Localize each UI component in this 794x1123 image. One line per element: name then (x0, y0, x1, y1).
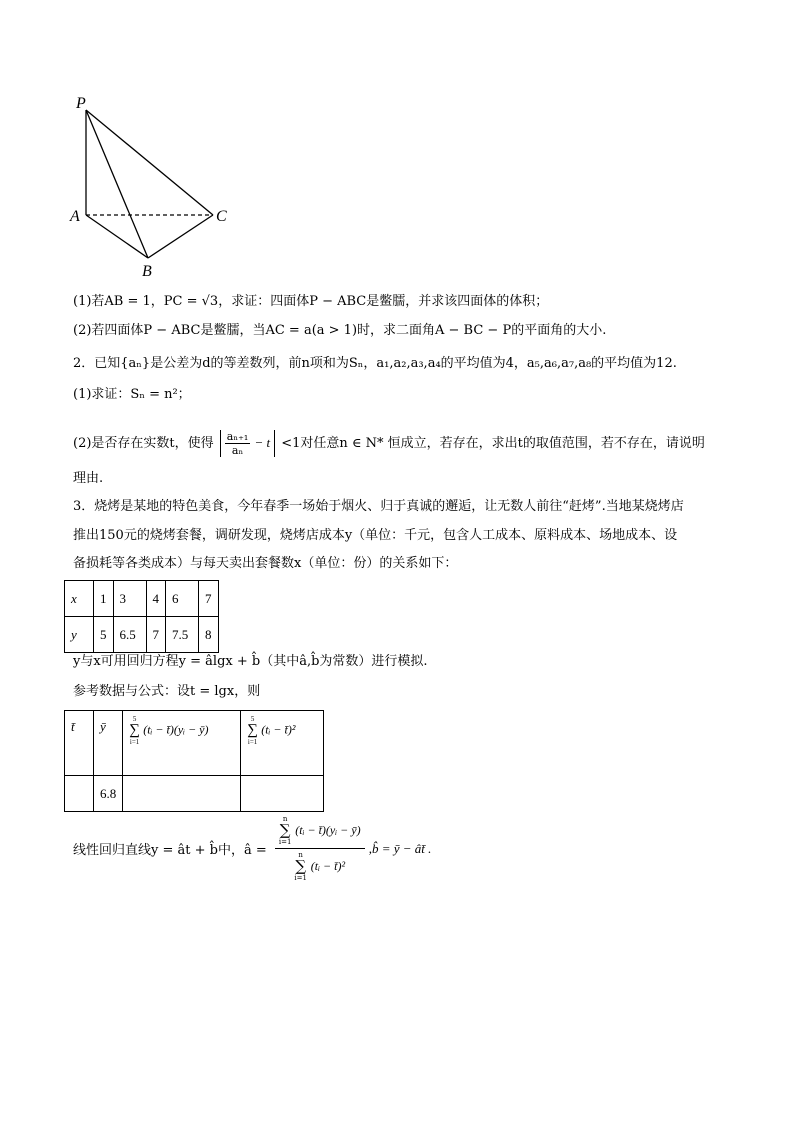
table-header-tbar: t̄ (65, 711, 94, 776)
sum-product-term: (tᵢ − t̄)(yᵢ − ȳ) (143, 722, 209, 737)
sum-upper: 5 (132, 715, 137, 723)
sum-sign: 5 ∑ i=1 (129, 715, 140, 746)
table-cell: 6.5 (113, 617, 146, 653)
formula-sum-upper: n (298, 851, 303, 859)
q3-line3: 备损耗等各类成本）与每天卖出套餐数x（单位：份）的关系如下： (73, 556, 458, 571)
label-p: P (76, 95, 86, 112)
q3-ref: 参考数据与公式：设t = lgx，则 (73, 684, 261, 699)
abs-expression (220, 430, 275, 457)
q2-part2-post: <1对任意n ∈ N* 恒成立，若存在，求出t的取值范围，若不存在，请说明 (281, 436, 705, 451)
table-cell: 7.5 (166, 617, 199, 653)
edge-pc (86, 110, 213, 215)
formula-num-term: (tᵢ − t̄)(yᵢ − ȳ) (295, 823, 361, 837)
fraction-numerator: aₙ₊₁ (226, 430, 249, 443)
sum-sign: 5 ∑ i=1 (247, 715, 258, 746)
formula-pre: 线性回归直线y = ât + b̂中，â = (73, 843, 267, 858)
table-cell: 8 (199, 617, 219, 653)
fraction (225, 430, 251, 457)
table-cell: 1 (94, 581, 114, 617)
fraction-denominator: aₙ (231, 444, 244, 457)
q1-part1: (1)若AB = 1，PC = √3，求证：四面体P − ABC是鳖臑，并求该四面体的体积； (73, 294, 549, 309)
table-row-values (65, 776, 324, 812)
table-header-ybar: ȳ (94, 711, 123, 776)
q2-part2-line (73, 430, 705, 457)
table-row-y (65, 617, 219, 653)
table-cell: 5 (94, 617, 114, 653)
minus-t: − t (254, 435, 271, 450)
formula-post: ,b̂ = ȳ − ât̄ . (368, 840, 432, 856)
label-c: C (216, 208, 227, 225)
regression-formula (73, 815, 432, 882)
table-cell: 6.8 (94, 776, 123, 812)
edge-bc (148, 215, 213, 258)
table-cell: 7 (199, 581, 219, 617)
formula-numerator: n ∑ i=1 (tᵢ − t̄)(yᵢ − ȳ) (275, 815, 365, 849)
sum-square-term: (tᵢ − t̄)² (261, 722, 296, 737)
formula-denominator: n ∑ i=1 (tᵢ − t̄)² (294, 851, 346, 882)
formula-fraction (275, 815, 365, 882)
q3-line1: 3．烧烤是某地的特色美食，今年春季一场始于烟火、归于真诚的邂逅，让无数人前往“赶烤”.当地某烧烤店 (73, 499, 684, 514)
label-a: A (70, 208, 80, 225)
sum-lower: i=1 (129, 738, 140, 746)
table-cell: 6 (166, 581, 199, 617)
q2-stem: 2．已知{aₙ}是公差为d的等差数列，前n项和为Sₙ，a₁,a₂,a₃,a₄的平均值为4，a₅,a₆,a₇,a₈的平均值为12. (73, 356, 677, 371)
sum-lower: i=1 (247, 738, 258, 746)
formula-den-term: (tᵢ − t̄)² (310, 859, 346, 873)
q2-part2-pre: (2)是否存在实数t，使得 (73, 436, 214, 451)
table-row-x (65, 581, 219, 617)
table-cell (123, 776, 241, 812)
table-cell: 3 (113, 581, 146, 617)
table-cell: 4 (146, 581, 166, 617)
q3-model: y与x可用回归方程y = âlgx + b̂（其中â,b̂为常数）进行模拟. (73, 654, 428, 669)
q2-part2-cont: 理由. (73, 471, 104, 486)
sum-upper: 5 (250, 715, 255, 723)
table-row-header (65, 711, 324, 776)
formula-sum-lower: i=1 (294, 874, 307, 882)
table-cell (65, 776, 94, 812)
q1-part2: (2)若四面体P − ABC是鳖臑，当AC = a(a > 1)时，求二面角A − BC − P的平面角的大小. (73, 323, 607, 338)
q3-line2: 推出150元的烧烤套餐，调研发现，烧烤店成本y（单位：千元，包含人工成本、原料成本、场地成本、设 (73, 528, 678, 543)
q2-part1: (1)求证：Sₙ = n²； (73, 387, 191, 402)
table-header-sum-square (241, 711, 324, 776)
table-cell: 7 (146, 617, 166, 653)
table-cell (241, 776, 324, 812)
data-table (64, 580, 219, 653)
reference-table (64, 710, 324, 812)
table-cell: y (65, 617, 94, 653)
table-cell: x (65, 581, 94, 617)
formula-sum-upper: n (282, 815, 288, 823)
tetrahedron-figure (60, 90, 260, 285)
table-header-sum-product (123, 711, 241, 776)
label-b: B (142, 263, 152, 280)
formula-sum-lower: i=1 (278, 838, 292, 846)
